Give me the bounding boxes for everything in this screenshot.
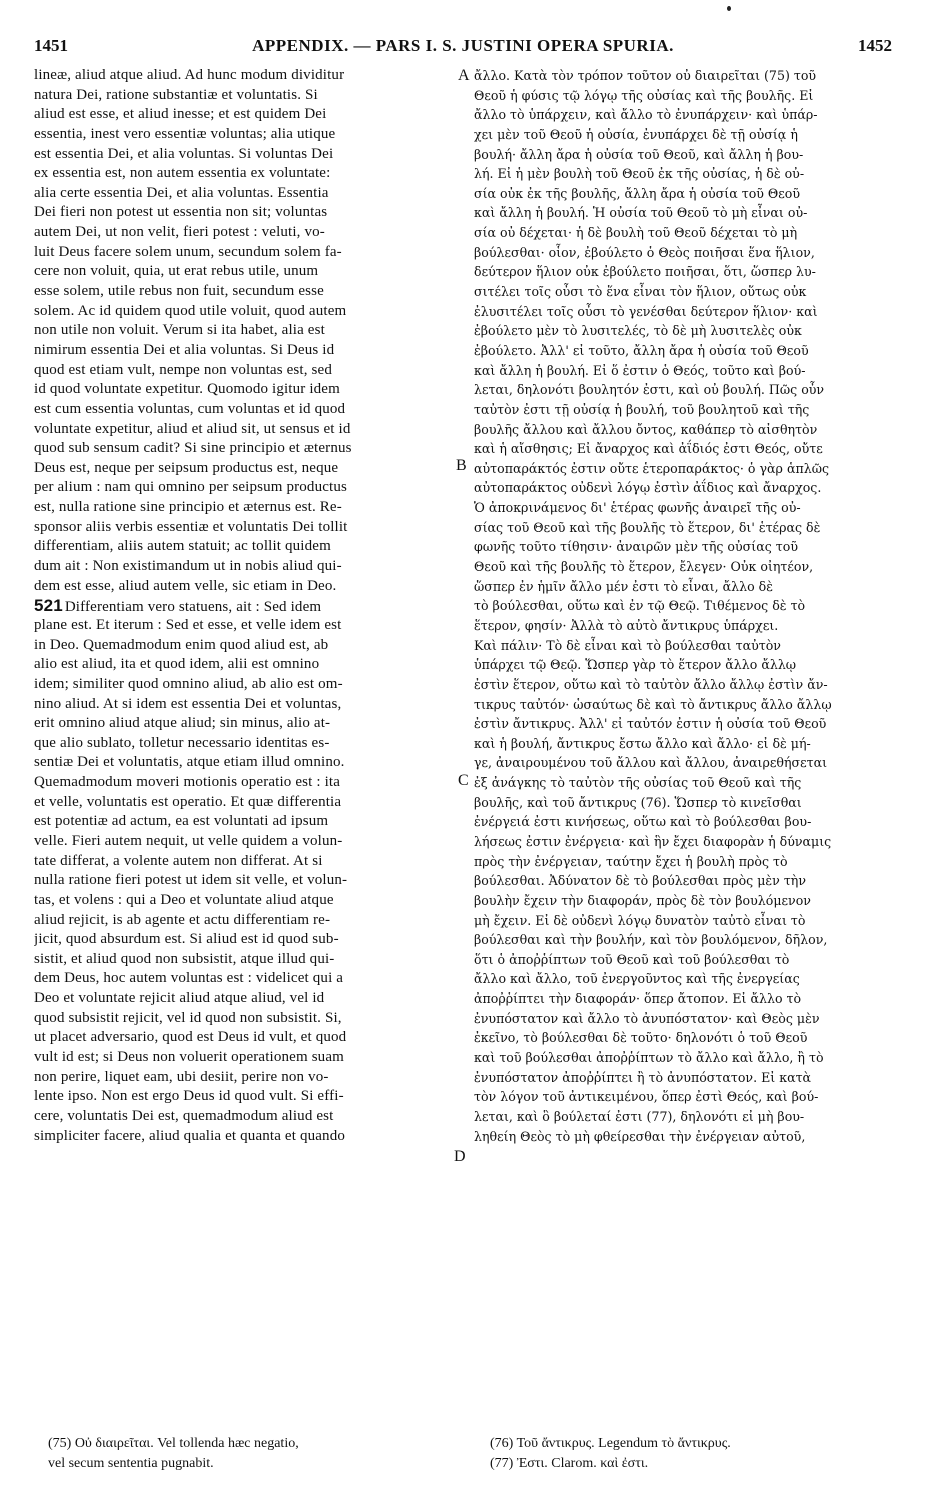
footnote-75: (75) Οὐ διαιρεῖται. Vel tollenda hæc negatio, bbox=[48, 1436, 299, 1451]
latin-text-line: dem Deus, hoc autem voluntas est : videlicet qui a bbox=[34, 970, 344, 987]
latin-text-line: simpliciter facere, aliud qualia et quanta et quando bbox=[34, 1127, 346, 1144]
latin-column bbox=[34, 66, 456, 1146]
footnote-77: (77) Ἐστι. Clarom. καὶ ἐστι. bbox=[490, 1456, 649, 1471]
greek-text-line: ὑπάρχει τῷ Θεῷ. Ὥσπερ γὰρ τὸ ἕτερον ἄλλο ἄλλῳ bbox=[474, 657, 797, 673]
latin-text-line: esse solem, utile rebus non fuit, secundum esse bbox=[34, 283, 324, 300]
latin-text-line: est essentia Dei, et alia voluntas. Si voluntas Dei bbox=[34, 145, 334, 162]
latin-text-line: quod sub sensum cadit? Si sine principio et æternus bbox=[34, 440, 352, 457]
latin-text-line: tate differat, a volente autem non differat. At si bbox=[34, 852, 323, 869]
greek-text-line: καὶ ἡ αἴσθησις; Εἰ ἄναρχος καὶ ἀΐδιός ἐστι Θεός, οὔτε bbox=[474, 441, 823, 457]
greek-text-line: βουλή· ἄλλη ἄρα ἡ οὐσία τοῦ Θεοῦ, καὶ ἄλλη ἡ βου- bbox=[474, 146, 804, 162]
running-title: APPENDIX. — PARS I. S. JUSTINI OPERA SPURIA. bbox=[252, 36, 674, 55]
latin-text-line: est cum essentia voluntas, cum voluntas et id quod bbox=[34, 400, 346, 417]
footnote-76: (76) Τοῦ ἄντικρυς. Legendum τὸ ἄντικρυς. bbox=[490, 1436, 731, 1451]
latin-text-line: lineæ, aliud atque aliud. Ad hunc modum dividitur bbox=[34, 67, 345, 83]
latin-text-line: nulla ratione fieri potest ut idem sit velle, et volun- bbox=[34, 872, 348, 889]
greek-text-line: ἐβούλετο μὲν τὸ λυσιτελές, τὸ δὲ μὴ λυσιτελὲς οὐκ bbox=[474, 323, 802, 339]
greek-text-line: ὥσπερ ἐν ἡμῖν ἄλλο μέν ἐστι τὸ εἶναι, ἄλλο δὲ bbox=[474, 578, 774, 594]
greek-text-line: ἐστὶν ἄντικρυς. Ἀλλ' εἰ ταὐτόν ἐστιν ἡ οὐσία τοῦ Θεοῦ bbox=[474, 716, 827, 732]
latin-text-line: Deo et voluntate rejicit aliud atque aliud, vel id bbox=[34, 990, 325, 1007]
greek-text-line: βούλεσθαι. Ἀδύνατον δὲ τὸ βούλεσθαι πρὸς μὲν τὴν bbox=[474, 873, 806, 889]
greek-text-line: σία οὐ δέχεται· ἡ δὲ βουλὴ τοῦ Θεοῦ δέχεται τὸ μὴ bbox=[474, 225, 798, 241]
latin-text-line: aliud est esse, et aliud inesse; et est quidem Dei bbox=[34, 106, 327, 123]
latin-text-line: natura Dei, ratione substantiæ et voluntatis. Si bbox=[34, 86, 318, 103]
latin-text-line: voluntate expetitur, aliud et aliud sit, ut sensus et id bbox=[34, 420, 351, 437]
greek-text-line: αὐτοπαράκτος οὐδενὶ λόγῳ ἐστὶν ἀΐδιος καὶ ἄναρχος. bbox=[474, 480, 822, 496]
greek-text-line: λεται, καὶ ὃ βούλεταί ἐστι (77), δηλονότι εἰ μὴ βου- bbox=[474, 1108, 805, 1124]
latin-text-line: Quemadmodum moveri motionis operatio est : ita bbox=[34, 774, 341, 791]
greek-text-line: τικρυς ταὐτόν· ὡσαύτως δὲ καὶ τὸ ἄντικρυς ἄλλο ἄλλῳ bbox=[474, 696, 832, 712]
latin-text-line: dem est esse, aliud autem velle, sic etiam in Deo. bbox=[34, 577, 337, 594]
page-number-right: 1452 bbox=[858, 36, 892, 55]
greek-text-line: λεται, δηλονότι βουλητόν ἐστι, καὶ οὐ βουλή. Πῶς οὖν bbox=[474, 382, 825, 398]
greek-text-line: ἄλλο καὶ ἄλλο, τοῦ ἐνεργοῦντος καὶ τῆς ἐνεργείας bbox=[474, 971, 800, 987]
footnote-75-cont: vel secum sententia pugnabit. bbox=[48, 1456, 214, 1471]
greek-text-line: ἐξ ἀνάγκης τὸ ταὐτὸν τῆς οὐσίας τοῦ Θεοῦ καὶ τῆς bbox=[474, 775, 802, 791]
latin-text-line: est potentiæ ad actum, ea est voluntati ad ipsum bbox=[34, 813, 329, 830]
greek-text-line: βούλεσθαι· οἷον, ἐβούλετο ὁ Θεὸς ποιῆσαι ἕνα ἥλιον, bbox=[474, 244, 815, 260]
greek-column bbox=[474, 66, 892, 1146]
greek-text-line: τὸ βούλεσθαι, οὕτω καὶ ἐν τῷ Θεῷ. Τιθέμενος δὲ τὸ bbox=[474, 598, 806, 614]
greek-text-line: λήσεως ἐστιν ἐνέργεια· καὶ ἣν ἔχει διαφορὰν ἡ δύναμις bbox=[474, 833, 832, 849]
greek-text-line: αὐτοπαράκτός ἐστιν οὔτε ἑτεροπαράκτος· ὁ γὰρ ἁπλῶς bbox=[474, 460, 830, 476]
greek-text-line: γε, ἀναιρουμένου τοῦ ἄλλου καὶ ἄλλου, ἀναιρεθήσεται bbox=[474, 755, 828, 771]
latin-text-line: est, nulla ratione sine principio et æternus est. Re- bbox=[34, 499, 342, 516]
latin-text-line: essentia, inest vero essentiæ voluntas; alia utique bbox=[34, 125, 336, 142]
greek-text-line: Ὁ ἀποκρινάμενος δι' ἑτέρας φωνῆς ἀναιρεῖ τῆς οὐ- bbox=[474, 500, 801, 516]
latin-text-line: luit Deus facere solem unum, secundum solem fa- bbox=[34, 243, 342, 260]
greek-text-line: καὶ ἄλλη ἡ βουλή. Ἡ οὐσία τοῦ Θεοῦ τὸ μὴ εἶναι οὐ- bbox=[474, 205, 808, 221]
line-text: Differentiam vero statuens, ait : Sed idem bbox=[64, 599, 322, 616]
greek-text-line: ἐστὶν ἕτερον, οὕτω καὶ τὸ ταὐτὸν ἄλλο ἄλλῳ ἐστὶν ἄν- bbox=[474, 676, 828, 692]
latin-text-line: nino aliud. At si idem est essentia Dei et voluntas, bbox=[34, 695, 342, 712]
latin-text-line: plane est. Et iterum : Sed et esse, et velle idem est bbox=[34, 616, 342, 633]
latin-text-line: alia certe essentia Dei, et alia voluntas. Essentia bbox=[34, 184, 329, 201]
greek-text-line: ταὐτὸν ἐστι τῇ οὐσίᾳ ἡ βουλή, τοῦ βουλητοῦ καὶ τῆς bbox=[474, 401, 810, 417]
greek-text-line: ἐνυπόστατον ἀποῤῥίπτει ἢ τὸ ἀνυπόστατον. Εἰ κατὰ bbox=[474, 1069, 812, 1085]
margin-letter-d: D bbox=[454, 1148, 466, 1165]
footnotes-right bbox=[490, 1434, 890, 1474]
page-marker-521: 521 bbox=[34, 596, 63, 616]
latin-text-line: ex essentia est, non autem essentia ex voluntate: bbox=[34, 165, 331, 182]
greek-text-line: καὶ ἄλλη ἡ βουλή. Εἰ ὅ ἐστιν ὁ Θεός, τοῦτο καὶ βού- bbox=[474, 362, 806, 378]
greek-text-line: δεύτερον ἥλιον οὐκ ἐβούλετο ποιῆσαι, ὅτι, ὥσπερ λυ- bbox=[474, 264, 816, 280]
latin-text-line: solem. Ac id quidem quod utile voluit, quod autem bbox=[34, 302, 347, 319]
greek-text-line: καὶ τοῦ βούλεσθαι ἀποῤῥίπτων τὸ ἄλλο καὶ ἄλλο, ἢ τὸ bbox=[474, 1050, 824, 1066]
latin-text-line: vult id est; si Deus non voluerit operationem suam bbox=[34, 1049, 344, 1066]
latin-text-line: Dei fieri non potest ut essentia non sit; voluntas bbox=[34, 204, 328, 221]
latin-text-line: que alio sublato, tolletur necessario identitas es- bbox=[34, 734, 330, 751]
page-header bbox=[34, 36, 892, 60]
greek-text-line: σία οὐκ ἐκ τῆς βουλῆς, ἄλλη ἄρα ἡ οὐσία τοῦ Θεοῦ bbox=[474, 185, 801, 201]
greek-text-line: ἐβούλετο. Ἀλλ' εἰ τοῦτο, ἄλλη ἄρα ἡ οὐσία τοῦ Θεοῦ bbox=[474, 342, 809, 358]
greek-text-line: λή. Εἰ ἡ μὲν βουλὴ τοῦ Θεοῦ ἐκ τῆς οὐσίας, ἡ δὲ οὐ- bbox=[474, 166, 805, 182]
greek-text-line: μὴ ἔχειν. Εἰ δὲ οὐδενὶ λόγῳ δυνατὸν ταὐτὸ εἶναι τὸ bbox=[474, 912, 806, 928]
latin-text-line: aliud rejicit, is ab agente et actu differentiam re- bbox=[34, 911, 331, 928]
latin-text-line: autem Dei, ut non velit, fieri potest : veluti, vo- bbox=[34, 224, 325, 241]
latin-text-line: Deus est, neque per seipsum productus est, neque bbox=[34, 459, 339, 476]
footnotes-left bbox=[48, 1434, 468, 1474]
latin-text-line: lente ipso. Non est ergo Deus id quod vult. Si effi- bbox=[34, 1088, 344, 1105]
latin-text-line: tas, et volens : qui a Deo et voluntate aliud atque bbox=[34, 891, 334, 908]
latin-text-line: nimirum essentia Dei et alia voluntas. Si Deus id bbox=[34, 341, 335, 358]
ink-speck bbox=[727, 6, 731, 11]
latin-text-line: quod est etiam vult, nempe non voluntas est, sed bbox=[34, 361, 332, 378]
latin-text-line: velle. Fieri autem nequit, ut velle quidem a volun- bbox=[34, 832, 343, 849]
latin-text-line: cere non voluit, quia, ut erat rebus utile, unum bbox=[34, 263, 319, 280]
greek-text-line: ἄλλο τὸ ὑπάρχειν, καὶ ἄλλο τὸ ἐνυπάρχειν· καὶ ὑπάρ- bbox=[474, 107, 818, 123]
margin-letter-a: A bbox=[458, 67, 470, 84]
latin-text-line: non utile non voluit. Verum si ita habet, alia est bbox=[34, 322, 325, 339]
greek-text-line: ἕτερον, φησίν· Ἀλλὰ τὸ αὐτὸ ἄντικρυς ὑπάρχει. bbox=[474, 617, 779, 633]
greek-text-line: βουλῆς ἄλλου καὶ ἄλλου ὄντος, καθάπερ τὸ αἰσθητὸν bbox=[474, 421, 818, 437]
latin-text-line: jicit, quod absurdum est. Si aliud est id quod sub- bbox=[34, 931, 339, 948]
greek-text-line: βουλὴν ἔχειν τὴν διαφοράν, πρὸς δὲ τὸν βουλόμενον bbox=[474, 892, 811, 908]
latin-text-line: id quod voluntate expetitur. Quomodo igitur idem bbox=[34, 381, 340, 398]
greek-text-line: βούλεσθαι καὶ τὴν βουλήν, καὶ τὸν βουλόμενον, δῆλον, bbox=[474, 932, 828, 948]
latin-text-line: idem; similiter quod omnino aliud, ab alio est om- bbox=[34, 675, 343, 692]
greek-text-line: ἄλλο. Κατὰ τὸν τρόπον τοῦτον οὐ διαιρεῖται (75) τοῦ bbox=[474, 68, 817, 83]
latin-text-line: alio est aliud, ita et quod idem, alii est omnino bbox=[34, 656, 320, 673]
greek-text-line: ἐνυπόστατον καὶ ἄλλο τὸ ἀνυπόστατον· καὶ Θεὸς μὲν bbox=[474, 1010, 820, 1026]
latin-text-line: sponsor aliis verbis essentiæ et voluntatis Dei tollit bbox=[34, 518, 348, 535]
latin-text-line: sentiæ Dei et voluntatis, atque etiam illud omnino. bbox=[34, 754, 345, 771]
greek-text-line: σιτέλει τοῖς οὖσι τὸ ἕνα εἶναι τὸν ἥλιον, οὕτως οὐκ bbox=[474, 284, 807, 300]
greek-text-line: φωνῆς τοῦτο τίθησιν· ἀναιρῶν μὲν τῆς οὐσίας τοῦ bbox=[474, 539, 798, 555]
greek-text-line: ἐκεῖνο, τὸ βούλεσθαι δὲ τοῦτο· δηλονότι ὁ τοῦ Θεοῦ bbox=[474, 1030, 808, 1046]
greek-text-line: σίας τοῦ Θεοῦ καὶ τῆς βουλῆς τὸ ἕτερον, δι' ἑτέρας δὲ bbox=[474, 519, 821, 535]
greek-text-line: Καὶ πάλιν· Τὸ δὲ εἶναι καὶ τὸ βούλεσθαι ταὐτὸν bbox=[474, 637, 781, 653]
greek-text-line: ὅτι ὁ ἀποῤῥίπτων τοῦ Θεοῦ καὶ τοῦ βούλεσθαι τὸ bbox=[474, 951, 790, 967]
greek-text-line: βουλῆς, καὶ τοῦ ἄντικρυς (76). Ὥσπερ τὸ κινεῖσθαι bbox=[474, 794, 802, 810]
latin-text-line: quod subsistit rejicit, vel id quod non subsistit. Si, bbox=[34, 1009, 342, 1026]
latin-text-line: differentiam, aliis autem statuit; ac tollit quidem bbox=[34, 538, 331, 555]
latin-text-line: sistit, et aliud quod non subsistit, atque illud qui- bbox=[34, 950, 335, 967]
latin-text-line: erit omnino aliud atque aliud; sin minus, alio at- bbox=[34, 715, 331, 732]
greek-text-line: ληθείη Θεὸς τὸ μὴ φθείρεσθαι τὴν ἐνέργειαν αὐτοῦ, bbox=[474, 1128, 806, 1144]
margin-letter-c: C bbox=[458, 772, 469, 789]
latin-text-line: non perire, liquet eam, ubi desiit, perire non vo- bbox=[34, 1068, 329, 1085]
greek-text-line: Θεοῦ ἡ φύσις τῷ λόγῳ τῆς οὐσίας καὶ τῆς βουλῆς. Εἰ bbox=[474, 87, 814, 103]
latin-text-line: ut placet adversario, quod est Deus id vult, et quod bbox=[34, 1029, 347, 1046]
latin-text-line: dum ait : Non existimandum ut in nobis aliud qui- bbox=[34, 558, 342, 575]
greek-text-line: τὸν λόγον τοῦ ἀντικειμένου, ὅπερ ἐστὶ Θεός, καὶ βού- bbox=[474, 1089, 819, 1105]
page-number-left: 1451 bbox=[34, 36, 68, 55]
latin-text-line: per alium : nam qui omnino per seipsum productus bbox=[34, 479, 347, 496]
greek-text-line: ἐλυσιτέλει τοῖς οὖσι τὸ γενέσθαι δεύτερον ἥλιον· καὶ bbox=[474, 303, 818, 319]
greek-text-line: Θεοῦ καὶ τῆς βουλῆς τὸ ἕτερον, ἔλεγεν· Οὐκ οἰητέον, bbox=[474, 559, 814, 575]
latin-text-line: in Deo. Quemadmodum enim quod aliud est, ab bbox=[34, 636, 329, 653]
greek-text-line: ἀποῤῥίπτει τὴν διαφοράν· ὅπερ ἄτοπον. Εἰ ἄλλο τὸ bbox=[474, 991, 802, 1007]
greek-text-line: καὶ ἡ βουλή, ἄντικρυς ἔστω ἄλλο καὶ ἄλλο· εἰ δὲ μή- bbox=[474, 735, 811, 751]
latin-text-line: cere, voluntatis Dei est, quemadmodum aliud est bbox=[34, 1107, 334, 1124]
greek-text-line: ἐνέργειά ἐστι κινήσεως, οὕτω καὶ τὸ βούλεσθαι βου- bbox=[474, 814, 812, 830]
greek-text-line: χει μὲν τοῦ Θεοῦ ἡ οὐσία, ἐνυπάρχει δὲ τῇ οὐσίᾳ ἡ bbox=[474, 126, 798, 142]
margin-letter-b: B bbox=[456, 457, 467, 474]
greek-text-line: πρὸς τὴν ἐνέργειαν, ταύτην ἔχει ἡ βουλὴ πρὸς τὸ bbox=[474, 853, 788, 869]
latin-text-line bbox=[34, 596, 456, 616]
latin-text-line: et velle, voluntatis est operatio. Et quæ differentia bbox=[34, 793, 342, 810]
